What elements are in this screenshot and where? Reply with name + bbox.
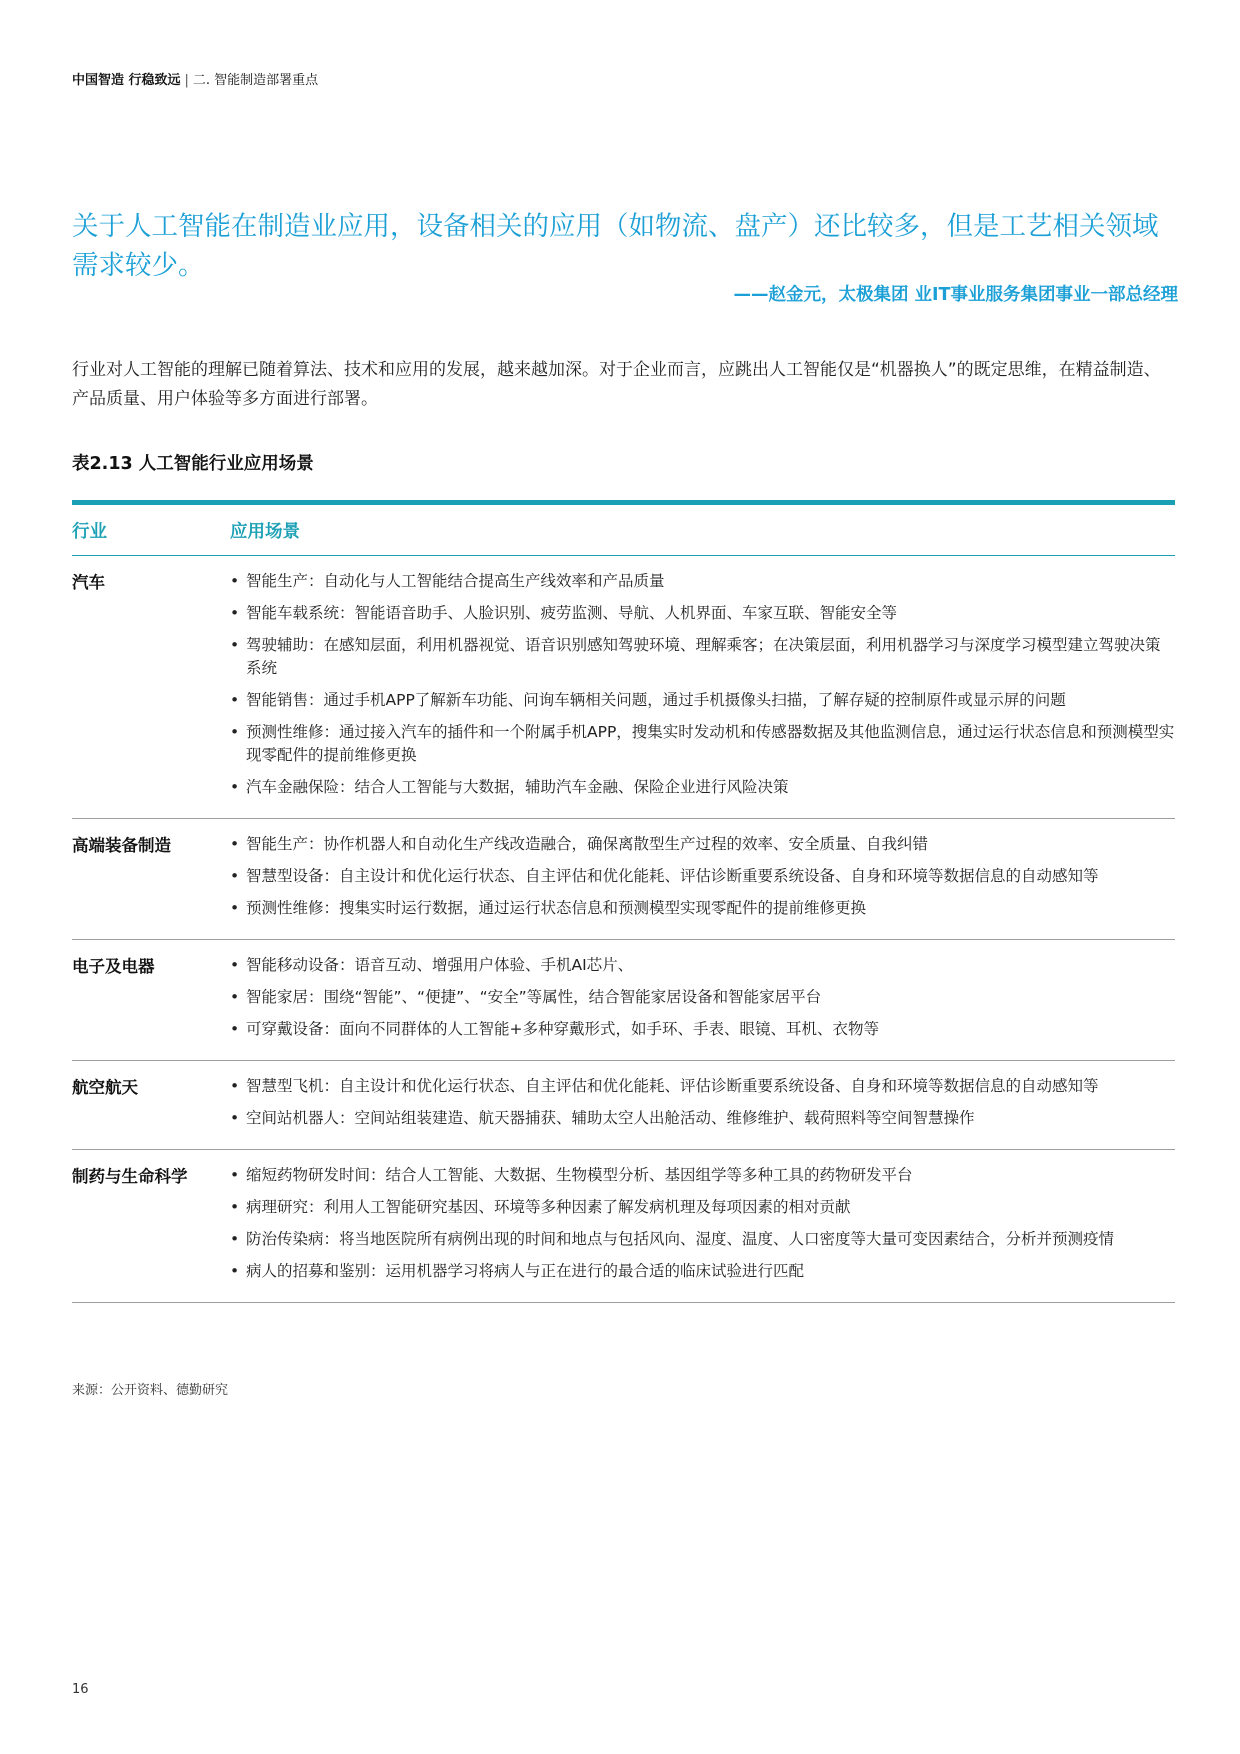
table-row: [72, 940, 1175, 1061]
list-item: • 智能销售：通过手机APP了解新车功能、问询车辆相关问题，通过手机摄像头扫描，了解存疑的控制原件或显示屏的问题: [230, 689, 1175, 712]
list-item: • 智能车载系统：智能语音助手、人脸识别、疲劳监测、导航、人机界面、车家互联、智能安全等: [230, 602, 1175, 625]
table-row: [72, 556, 1175, 819]
table-title: 表2.13 人工智能行业应用场景: [72, 454, 314, 474]
list-item: • 缩短药物研发时间：结合人工智能、大数据、生物模型分析、基因组学等多种工具的药物研发平台: [230, 1164, 1175, 1187]
table-row: [72, 1150, 1175, 1303]
list-item: • 汽车金融保险：结合人工智能与大数据，辅助汽车金融、保险企业进行风险决策: [230, 776, 1175, 799]
list-item: • 空间站机器人：空间站组装建造、航天器捕获、辅助太空人出舱活动、维修维护、载荷照料等空间智慧操作: [230, 1107, 1175, 1130]
list-item: • 智慧型飞机：自主设计和优化运行状态、自主评估和优化能耗、评估诊断重要系统设备、自身和环境等数据信息的自动感知等: [230, 1075, 1175, 1098]
list-item: • 智能生产：自动化与人工智能结合提高生产线效率和产品质量: [230, 570, 1175, 593]
applications-table: [72, 500, 1175, 1303]
header-separator: |: [184, 73, 189, 88]
scenario-list: [230, 833, 1175, 929]
scenario-list: [230, 954, 1175, 1050]
table-header-row: [72, 505, 1175, 556]
pull-quote: 关于人工智能在制造业应用，设备相关的应用（如物流、盘产）还比较多，但是工艺相关领域需求较少。: [72, 211, 1159, 281]
list-item: • 智能生产：协作机器人和自动化生产线改造融合，确保离散型生产过程的效率、安全质量、自我纠错: [230, 833, 1175, 856]
list-item: • 防治传染病：将当地医院所有病例出现的时间和地点与包括风向、湿度、温度、人口密度等大量可变因素结合，分析并预测疫情: [230, 1228, 1175, 1251]
list-item: • 病理研究：利用人工智能研究基因、环境等多种因素了解发病机理及每项因素的相对贡献: [230, 1196, 1175, 1219]
industry-cell: 高端装备制造: [72, 836, 171, 855]
list-item: • 可穿戴设备：面向不同群体的人工智能+多种穿戴形式，如手环、手表、眼镜、耳机、衣物等: [230, 1018, 1175, 1041]
table-row: [72, 819, 1175, 940]
report-title: 中国智造 行稳致远: [72, 73, 181, 88]
table-row: [72, 1061, 1175, 1150]
industry-cell: 电子及电器: [72, 957, 155, 976]
list-item: • 病人的招募和鉴别：运用机器学习将病人与正在进行的最合适的临床试验进行匹配: [230, 1260, 1175, 1283]
column-header-scenarios: 应用场景: [230, 521, 300, 542]
scenario-list: [230, 570, 1175, 808]
scenario-list: [230, 1075, 1175, 1139]
section-name: 二. 智能制造部署重点: [192, 73, 319, 88]
page-number: 16: [72, 1682, 89, 1697]
source-note: 来源：公开资料、德勤研究: [72, 1383, 229, 1398]
list-item: • 智能家居：围绕“智能”、“便捷”、“安全”等属性，结合智能家居设备和智能家居平台: [230, 986, 1175, 1009]
industry-cell: 制药与生命科学: [72, 1167, 188, 1186]
quote-attribution: ——赵金元，太极集团 业IT事业服务集团事业一部总经理: [733, 285, 1178, 305]
intro-paragraph: 行业对人工智能的理解已随着算法、技术和应用的发展，越来越加深。对于企业而言，应跳出人工智能仅是“机器换人”的既定思维，在精益制造、产品质量、用户体验等多方面进行部署。: [72, 360, 1161, 409]
column-header-industry: 行业: [72, 521, 107, 542]
list-item: • 预测性维修：搜集实时运行数据，通过运行状态信息和预测模型实现零配件的提前维修更换: [230, 897, 1175, 920]
list-item: • 驾驶辅助：在感知层面，利用机器视觉、语音识别感知驾驶环境、理解乘客；在决策层面，利用机器学习与深度学习模型建立驾驶决策系统: [230, 634, 1175, 680]
list-item: • 智能移动设备：语音互动、增强用户体验、手机AI芯片、: [230, 954, 1175, 977]
industry-cell: 航空航天: [72, 1078, 138, 1097]
running-header: [72, 69, 318, 88]
list-item: • 预测性维修：通过接入汽车的插件和一个附属手机APP，搜集实时发动机和传感器数据及其他监测信息，通过运行状态信息和预测模型实现零配件的提前维修更换: [230, 721, 1175, 767]
scenario-list: [230, 1164, 1175, 1292]
list-item: • 智慧型设备：自主设计和优化运行状态、自主评估和优化能耗、评估诊断重要系统设备、自身和环境等数据信息的自动感知等: [230, 865, 1175, 888]
industry-cell: 汽车: [72, 573, 105, 592]
